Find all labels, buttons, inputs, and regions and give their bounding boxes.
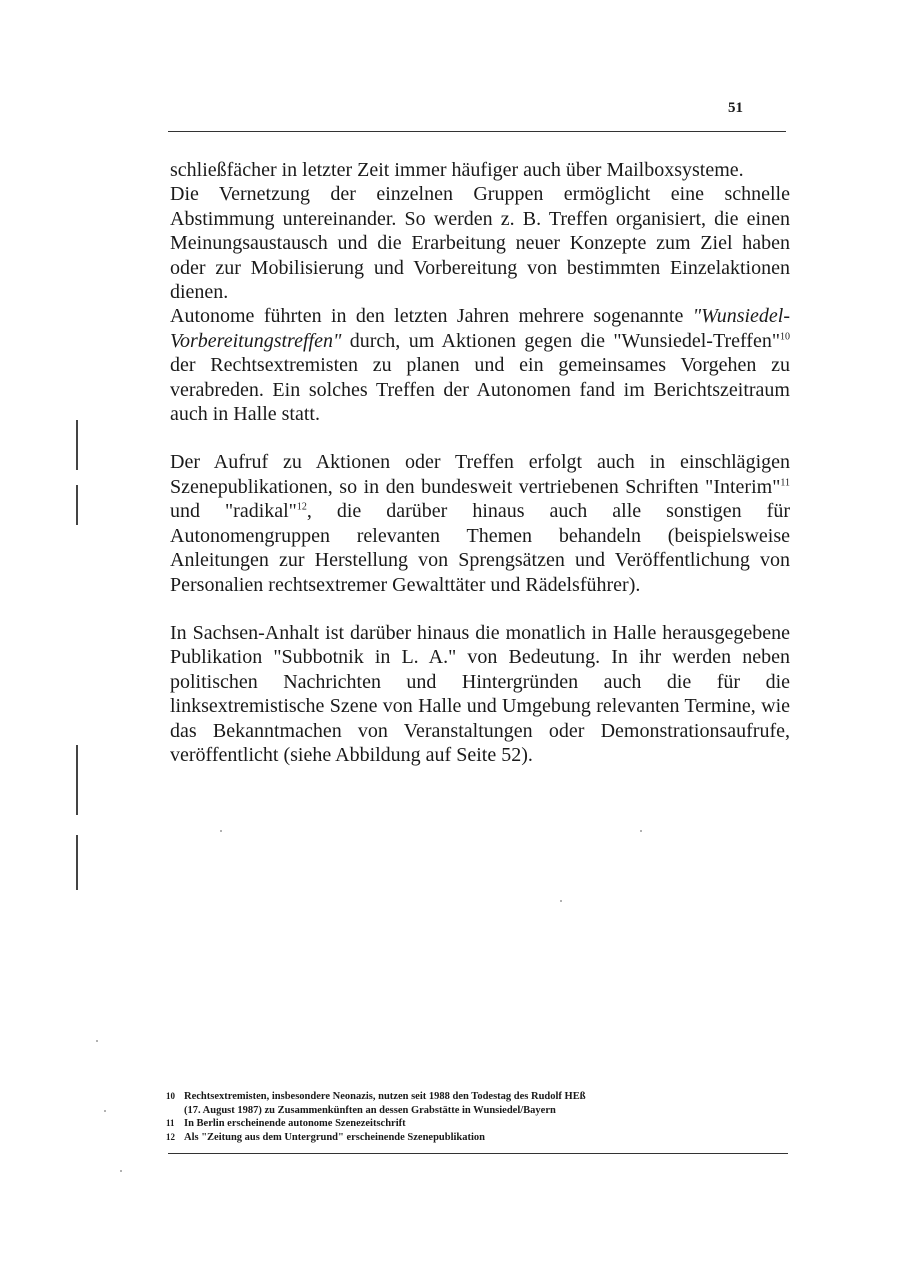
footnote-10: 10 Rechtsextremisten, insbesondere Neonazis, nutzen seit 1988 den Todestag des Rudolf HEß — [166, 1091, 586, 1102]
italic-term: "Wunsiedel-Vorbereitungstreffen" — [170, 305, 790, 352]
footnote-12: 12 Als "Zeitung aus dem Untergrund" erscheinende Szenepublikation — [166, 1131, 486, 1143]
footer-rule — [168, 1153, 788, 1154]
scan-mark — [76, 485, 78, 525]
paragraph-5: In Sachsen-Anhalt ist darüber hinaus die monatlich in Halle herausgegebene Publikation "Subbotnik in L. A." von Bedeutung. In ihr werden neben politischen Nachrichten und Hintergründen auch die für die linksextremistische Szene von Halle und Umgebung relevanten Termine, wie das Bekanntmachen von Veranstaltungen oder Demonstrationsaufrufe, veröffentlicht (siehe Abbildung auf Seite 52). — [170, 621, 790, 766]
scan-speck — [640, 830, 642, 832]
scan-speck — [120, 1170, 122, 1172]
footnote-ref-10: 10 — [780, 331, 790, 343]
footnote-10-continuation: (17. August 1987) zu Zusammenkünften an dessen Grabstätte in Wunsiedel/Bayern — [184, 1104, 556, 1116]
scan-mark — [76, 745, 78, 815]
scan-speck — [560, 900, 562, 902]
footnote-11: 11 In Berlin erscheinende autonome Szenezeitschrift — [166, 1118, 406, 1129]
paragraph-4: Der Aufruf zu Aktionen oder Treffen erfolgt auch in einschlägigen Szenepublikationen, so in den bundesweit vertriebenen Schriften "Interim"$^{11}$ und "radikal"$^{12}$, die darüber hinaus auch alle sonstigen für Autonomengruppen relevanten Themen behandeln (beispielsweise Anleitungen zur Herstellung von Sprengsätzen und Veröffentlichung von Personalien rechtsextremer Gewalttäter und Rädelsführer). — [170, 451, 790, 596]
scan-speck — [220, 830, 222, 832]
footnotes — [166, 1090, 766, 1144]
footnote-ref-12: 12 — [296, 501, 307, 513]
paragraph-1: schließfächer in letzter Zeit immer häufiger auch über Mailboxsysteme. — [170, 159, 744, 181]
page-number: 51 — [728, 100, 743, 116]
header-rule — [168, 131, 786, 132]
scan-mark — [76, 420, 78, 470]
footnote-ref-11: 11 — [780, 477, 790, 489]
scan-mark — [76, 835, 78, 890]
scan-speck — [96, 1040, 98, 1042]
scan-speck — [104, 1110, 106, 1112]
paragraph-3: Autonome führten in den letzten Jahren mehrere sogenannte "Wunsiedel-Vorbereitungstreffen" durch, um Aktionen gegen die "Wunsiedel-Treffen"$^{10}$ der Rechtsextremisten zu planen und ein gemeinsames Vorgehen zu verabreden. Ein solches Treffen der Autonomen fand im Berichtszeitraum auch in Halle statt. — [170, 305, 790, 426]
paragraph-2: Die Vernetzung der einzelnen Gruppen ermöglicht eine schnelle Abstimmung untereinander. So werden z. B. Treffen organisiert, die einen Meinungsaustausch und die Erarbeitung neuer Konzepte zum Ziel haben oder zur Mobilisierung und Vorbereitung von bestimmten Einzelaktionen dienen. — [170, 183, 790, 304]
body-text — [170, 158, 790, 767]
